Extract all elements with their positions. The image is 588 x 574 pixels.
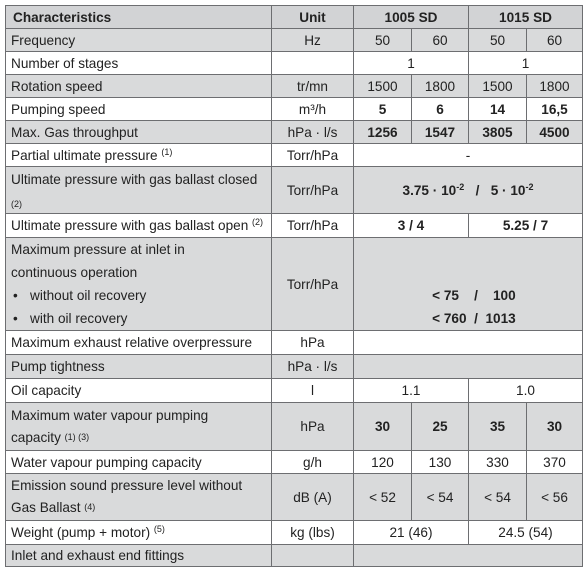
unit-frequency: Hz (272, 29, 354, 52)
unit-emission: dB (A) (272, 474, 354, 521)
cell-water-cap-b1: 330 (469, 451, 527, 474)
cell-water-cap-b2: 370 (527, 451, 583, 474)
label-tightness: Pump tightness (6, 355, 272, 379)
label-exhaust-overpressure: Maximum exhaust relative overpressure (6, 331, 272, 355)
cell-rotation-b1: 1500 (469, 75, 527, 98)
value-without-oil-b: 100 (493, 288, 516, 303)
row-gas-throughput (6, 121, 583, 144)
cell-frequency-a2: 60 (412, 29, 469, 52)
cell-emission-b1: < 54 (469, 474, 527, 521)
footnote-ref: (4) (84, 502, 96, 512)
unit-water-max: hPa (272, 403, 354, 451)
label-max-inlet (6, 238, 272, 331)
row-pumping-speed (6, 98, 583, 121)
label-emission (6, 474, 272, 521)
cell-ultimate-open-b: 5.25 / 7 (469, 214, 583, 238)
cell-emission-a1: < 52 (354, 474, 412, 521)
label-weight (6, 521, 272, 545)
cell-emission-a2: < 54 (412, 474, 469, 521)
separator-slash: / (475, 182, 480, 198)
unit-gas-throughput: hPa · l/s (272, 121, 354, 144)
cell-gas-b1: 3805 (469, 121, 527, 144)
cell-weight-b: 24.5 (54) (469, 521, 583, 545)
label-fittings: Inlet and exhaust end fittings (6, 545, 272, 567)
cell-rotation-a2: 1800 (412, 75, 469, 98)
row-water-max (6, 403, 583, 451)
label-text: Ultimate pressure with gas ballast open (11, 218, 249, 233)
spec-table-container (5, 5, 582, 567)
label-line-2: Gas Ballast (11, 500, 81, 515)
label-text: Ultimate pressure with gas ballast closed (11, 172, 258, 187)
cell-rotation-a1: 1500 (354, 75, 412, 98)
unit-fittings (272, 545, 354, 567)
unit-oil-capacity: l (272, 379, 354, 403)
cell-frequency-a1: 50 (354, 29, 412, 52)
cell-water-cap-a2: 130 (412, 451, 469, 474)
row-stages (6, 52, 583, 75)
label-water-max (6, 403, 272, 451)
value-without-oil (359, 284, 577, 307)
cell-water-max-a2: 25 (412, 403, 469, 451)
cell-water-max-b1: 35 (469, 403, 527, 451)
row-ultimate-closed (6, 167, 583, 214)
cell-water-max-a1: 30 (354, 403, 412, 451)
label-water-capacity: Water vapour pumping capacity (6, 451, 272, 474)
unit-exhaust-overpressure: hPa (272, 331, 354, 355)
cell-tightness (354, 355, 583, 379)
cell-gas-b2: 4500 (527, 121, 583, 144)
cell-frequency-b1: 50 (469, 29, 527, 52)
cell-fittings (354, 545, 583, 567)
value-with-oil-a: < 760 (432, 311, 467, 326)
label-line-1: Maximum pressure at inlet in (11, 242, 185, 257)
label-text: Weight (pump + motor) (11, 525, 151, 540)
cell-exhaust-overpressure (354, 331, 583, 355)
cell-ultimate-open-a: 3 / 4 (354, 214, 469, 238)
row-partial-ultimate (6, 144, 583, 167)
label-oil-capacity: Oil capacity (6, 379, 272, 403)
row-emission (6, 474, 583, 521)
unit-tightness: hPa · l/s (272, 355, 354, 379)
unit-ultimate-open: Torr/hPa (272, 214, 354, 238)
item-with-oil: with oil recovery (30, 311, 128, 326)
row-tightness (6, 355, 583, 379)
separator-slash: / (474, 311, 478, 326)
unit-water-capacity: g/h (272, 451, 354, 474)
cell-water-cap-a1: 120 (354, 451, 412, 474)
row-ultimate-open (6, 214, 583, 238)
label-line-1: Maximum water vapour pumping (11, 407, 209, 423)
row-rotation (6, 75, 583, 98)
cell-gas-a2: 1547 (412, 121, 469, 144)
footnote-ref: (1) (161, 146, 173, 157)
label-rotation: Rotation speed (6, 75, 272, 98)
unit-pumping-speed: m³/h (272, 98, 354, 121)
unit-stages (272, 52, 354, 75)
row-max-inlet (6, 238, 583, 331)
cell-pumping-b2: 16,5 (527, 98, 583, 121)
unit-ultimate-closed: Torr/hPa (272, 167, 354, 214)
exponent-1015: -2 (525, 181, 534, 192)
cell-max-inlet (354, 238, 583, 331)
header-model-1005sd: 1005 SD (354, 6, 469, 29)
cell-pumping-a2: 6 (412, 98, 469, 121)
unit-max-inlet: Torr/hPa (272, 238, 354, 331)
cell-pumping-a1: 5 (354, 98, 412, 121)
label-line-2: capacity (11, 429, 61, 445)
unit-rotation: tr/mn (272, 75, 354, 98)
item-without-oil: without oil recovery (30, 288, 147, 303)
label-line-1: Emission sound pressure level without (11, 478, 243, 493)
cell-stages-a: 1 (354, 52, 469, 75)
cell-rotation-b2: 1800 (527, 75, 583, 98)
value-with-oil-b: 1013 (485, 311, 516, 326)
row-weight (6, 521, 583, 545)
cell-ultimate-closed (354, 167, 583, 214)
footnote-ref: (2) (252, 217, 264, 227)
label-line-2: continuous operation (11, 265, 138, 280)
cell-pumping-b1: 14 (469, 98, 527, 121)
cell-partial-ultimate: - (354, 144, 583, 167)
label-ultimate-open (6, 214, 272, 238)
row-oil-capacity (6, 379, 583, 403)
cell-emission-b2: < 56 (527, 474, 583, 521)
bullet-icon: • (13, 288, 18, 303)
label-stages: Number of stages (6, 52, 272, 75)
value-1015: 5 · 10 (490, 182, 526, 198)
label-gas-throughput: Max. Gas throughput (6, 121, 272, 144)
label-ultimate-closed (6, 167, 272, 214)
row-exhaust-overpressure (6, 331, 583, 355)
footnote-ref: (2) (11, 199, 22, 209)
cell-frequency-b2: 60 (527, 29, 583, 52)
label-partial-ultimate (6, 144, 272, 167)
cell-gas-a1: 1256 (354, 121, 412, 144)
exponent-1005: -2 (456, 181, 465, 192)
label-frequency: Frequency (6, 29, 272, 52)
cell-stages-b: 1 (469, 52, 583, 75)
label-pumping-speed: Pumping speed (6, 98, 272, 121)
header-unit: Unit (272, 6, 354, 29)
cell-oil-a: 1.1 (354, 379, 469, 403)
value-with-oil (359, 307, 577, 330)
row-fittings (6, 545, 583, 567)
cell-weight-a: 21 (46) (354, 521, 469, 545)
cell-water-max-b2: 30 (527, 403, 583, 451)
unit-partial-ultimate: Torr/hPa (272, 144, 354, 167)
unit-weight: kg (lbs) (272, 521, 354, 545)
value-without-oil-a: < 75 (432, 288, 459, 303)
header-characteristics: Characteristics (6, 6, 272, 29)
footnote-ref: (1) (3) (64, 431, 90, 442)
separator-slash: / (474, 288, 478, 303)
cell-oil-b: 1.0 (469, 379, 583, 403)
value-1005: 3.75 · 10 (402, 182, 457, 198)
header-row (6, 6, 583, 29)
label-text: Partial ultimate pressure (11, 147, 158, 163)
row-frequency (6, 29, 583, 52)
characteristics-table (5, 5, 583, 567)
bullet-icon: • (13, 311, 18, 326)
footnote-ref: (5) (153, 524, 165, 534)
header-model-1015sd: 1015 SD (469, 6, 583, 29)
row-water-capacity (6, 451, 583, 474)
